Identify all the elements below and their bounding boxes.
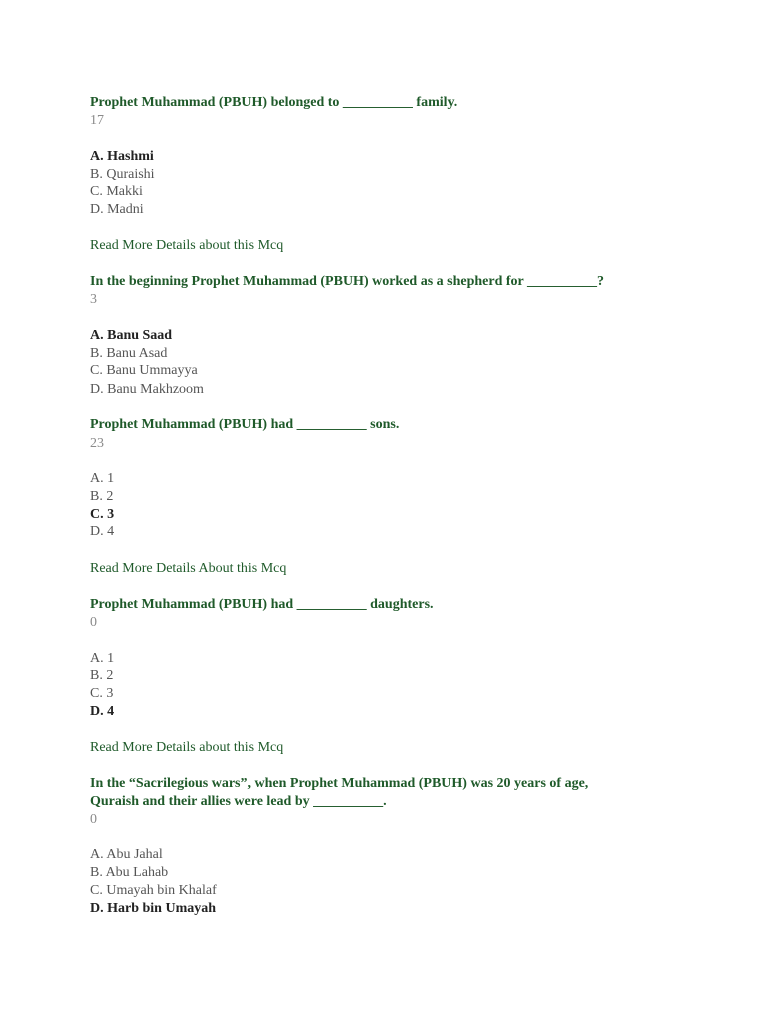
question-text-line-1: In the “Sacrilegious wars”, when Prophet Muhammad (PBUH) was 20 years of age, — [90, 776, 589, 791]
option: B. Abu Lahab — [90, 865, 169, 880]
option: A. 1 — [90, 471, 115, 486]
option-correct: C. 3 — [90, 507, 115, 522]
option-correct: A. Hashmi — [90, 149, 154, 164]
answer-count: 23 — [90, 436, 104, 451]
question-text: In the beginning Prophet Muhammad (PBUH) worked as a shepherd for __________? — [90, 274, 605, 289]
question-text: Prophet Muhammad (PBUH) had __________ sons. — [90, 417, 400, 432]
option: C. Banu Ummayya — [90, 363, 198, 378]
option: C. 3 — [90, 686, 114, 701]
option: B. 2 — [90, 668, 114, 683]
option: A. 1 — [90, 651, 115, 666]
answer-count: 3 — [90, 292, 97, 307]
read-more-link[interactable]: Read More Details About this Mcq — [90, 561, 287, 576]
question-text-line-2: Quraish and their allies were lead by __________. — [90, 794, 387, 809]
option: C. Makki — [90, 184, 143, 199]
option-correct: A. Banu Saad — [90, 328, 173, 343]
answer-count: 17 — [90, 113, 104, 128]
option: A. Abu Jahal — [90, 847, 163, 862]
question-text: Prophet Muhammad (PBUH) had __________ daughters. — [90, 597, 434, 612]
option: B. 2 — [90, 489, 114, 504]
option: D. Banu Makhzoom — [90, 382, 204, 397]
answer-count: 0 — [90, 812, 97, 827]
option: B. Banu Asad — [90, 346, 168, 361]
option: D. 4 — [90, 524, 115, 539]
read-more-link[interactable]: Read More Details about this Mcq — [90, 740, 284, 755]
option-correct: D. Harb bin Umayah — [90, 901, 217, 916]
question-text: Prophet Muhammad (PBUH) belonged to __________ family. — [90, 95, 458, 110]
option-correct: D. 4 — [90, 704, 115, 719]
option: D. Madni — [90, 202, 144, 217]
read-more-link[interactable]: Read More Details about this Mcq — [90, 238, 284, 253]
answer-count: 0 — [90, 615, 97, 630]
option: B. Quraishi — [90, 167, 155, 182]
option: C. Umayah bin Khalaf — [90, 883, 217, 898]
